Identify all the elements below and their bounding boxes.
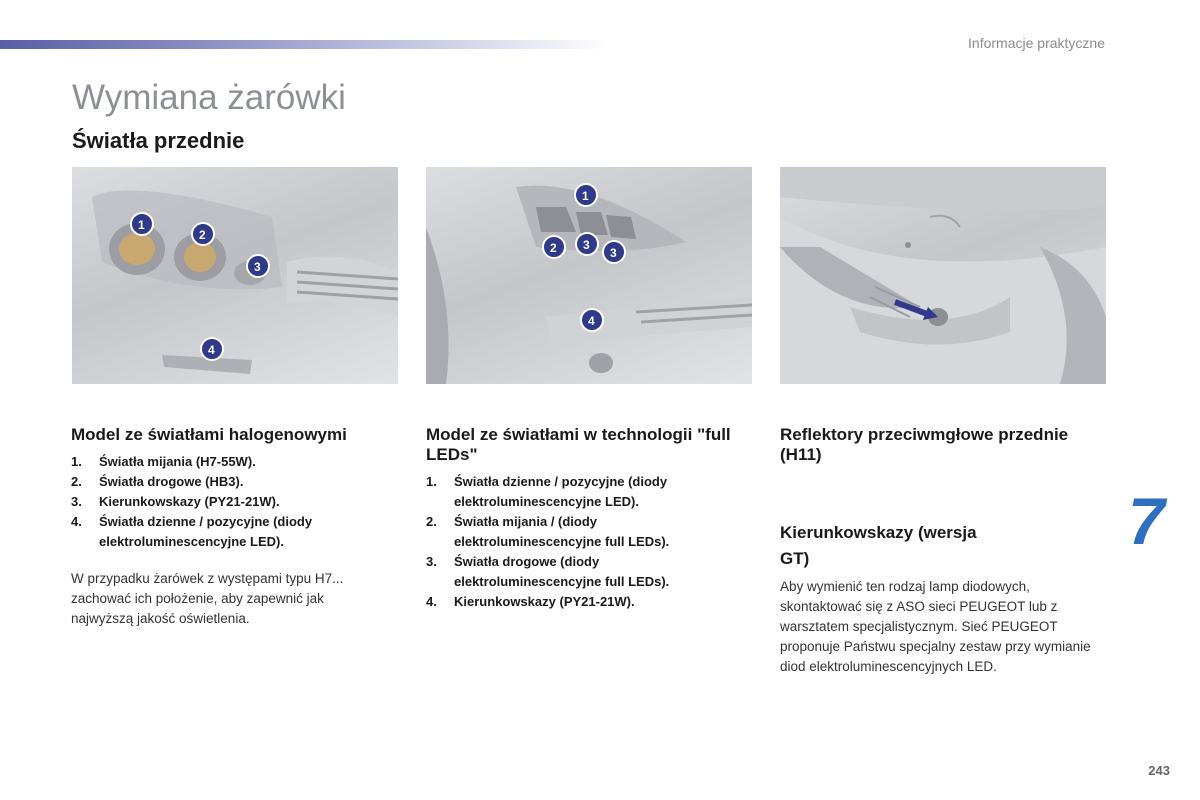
list-item: 1. Światła dzienne / pozycyjne (diody elektroluminescencyjne LED).	[426, 474, 668, 509]
marker-3-icon	[603, 241, 625, 263]
svg-text:3: 3	[610, 246, 617, 260]
gt-indicator-title: Kierunkowskazy (wersja GT)	[780, 523, 977, 568]
list-item: 4. Kierunkowskazy (PY21-21W).	[426, 594, 635, 609]
led-bulb-list	[426, 472, 736, 612]
svg-text:2: 2	[199, 228, 206, 242]
halogen-bulb-list	[71, 452, 401, 552]
chapter-number: 7	[1128, 484, 1165, 558]
list-item: 3. Światła drogowe (diody elektroluminescencyjne full LEDs).	[426, 554, 670, 589]
marker-3-icon	[247, 255, 269, 277]
page-subtitle: Światła przednie	[72, 128, 245, 153]
fog-lamp-title: Reflektory przeciwmgłowe przednie (H11)	[780, 425, 1069, 464]
marker-3-icon	[576, 233, 598, 255]
svg-text:1: 1	[138, 218, 145, 232]
list-item: 3. Kierunkowskazy (PY21-21W).	[71, 494, 280, 509]
led-title: Model ze światłami w technologii "full LEDs"	[426, 425, 731, 464]
marker-1-icon	[575, 184, 597, 206]
marker-4-icon	[201, 338, 223, 360]
svg-text:3: 3	[254, 260, 261, 274]
svg-text:3: 3	[583, 238, 590, 252]
led-headlamp-photo	[426, 167, 752, 384]
fog-lamp-photo	[780, 167, 1106, 384]
svg-text:1: 1	[582, 189, 589, 203]
marker-2-icon	[543, 236, 565, 258]
halogen-title: Model ze światłami halogenowymi	[71, 425, 347, 444]
list-item: 2. Światła mijania / (diody elektroluminescencyjne full LEDs).	[426, 514, 670, 549]
svg-text:2: 2	[550, 241, 557, 255]
svg-text:4: 4	[208, 343, 215, 357]
marker-1-icon	[131, 213, 153, 235]
svg-text:4: 4	[588, 314, 595, 328]
header-bar	[0, 40, 610, 49]
marker-4-icon	[581, 309, 603, 331]
section-label: Informacje praktyczne	[968, 35, 1105, 51]
marker-2-icon	[192, 223, 214, 245]
page-title: Wymiana żarówki	[72, 78, 346, 117]
gt-indicator-text: Aby wymienić ten rodzaj lamp diodowych, skontaktować się z ASO sieci PEUGEOT lub z warsztatem specjalistycznym. Sieć PEUGEOT proponuje Państwu specjalny zestaw przy wymianie diod elektroluminescencyjnych LED.	[780, 579, 1091, 674]
halogen-headlamp-photo	[72, 167, 398, 384]
list-item: 4. Światła dzienne / pozycyjne (diody elektroluminescencyjne LED).	[71, 514, 313, 549]
list-item: 1. Światła mijania (H7-55W).	[71, 454, 256, 469]
list-item: 2. Światła drogowe (HB3).	[71, 474, 244, 489]
page-number: 243	[1148, 763, 1170, 778]
halogen-note: W przypadku żarówek z występami typu H7... zachować ich położenie, aby zapewnić jak najwyższą jakość oświetlenia.	[71, 571, 344, 626]
